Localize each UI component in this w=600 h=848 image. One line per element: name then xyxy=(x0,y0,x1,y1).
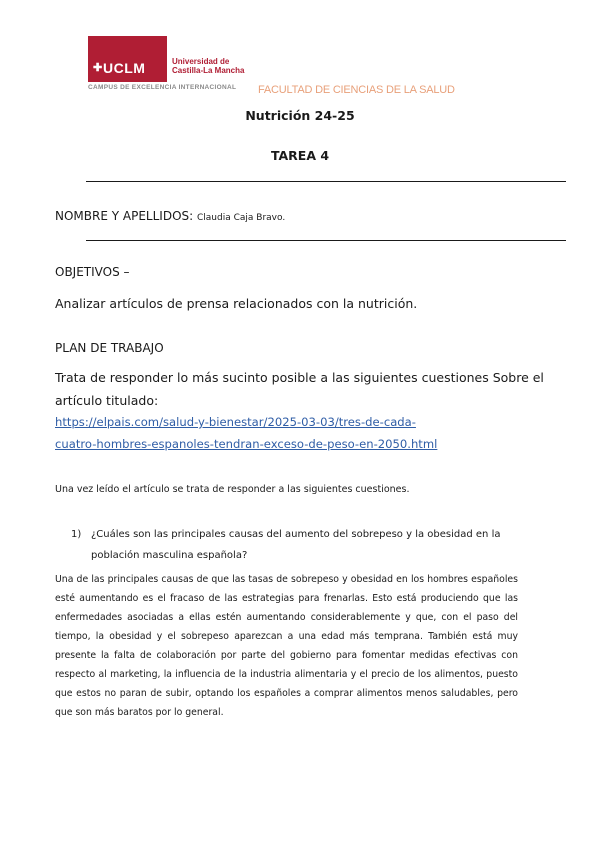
article-link-line-2[interactable]: cuatro-hombres-espanoles-tendran-exceso-de-peso-en-2050.html xyxy=(55,437,438,451)
university-name xyxy=(172,57,244,75)
answer-paragraph: Una de las principales causas de que las tasas de sobrepeso y obesidad en los hombres españoles esté aumentando es el fracaso de las estrategias para frenarlas. Esto está produciendo que las enfermedades asociadas a ellas estén aumentando considerablemente y que, con el paso del tiempo, la obesidad y el sobrepeso aparezcan a una edad más temprana. También está muy presente la falta de colaboración por parte del gobierno para fomentar medidas efectivas con respecto al marketing, la influencia de la industria alimentaria y el precio de los alimentos, puesto que estos no paran de subir, optando los españoles a comprar alimentos menos saludables, pero que son más baratos por lo general. xyxy=(55,574,518,718)
question-line-2: población masculina española? xyxy=(91,550,248,561)
task-title: TAREA 4 xyxy=(270,148,330,163)
faculty-name: FACULTAD DE CIENCIAS DE LA SALUD xyxy=(258,84,455,96)
name-label: NOMBRE Y APELLIDOS: xyxy=(55,209,194,223)
question-number: 1) xyxy=(71,529,82,540)
logo-mark-icon: ✚ xyxy=(93,62,103,74)
logo-text: UCLM xyxy=(103,60,146,76)
objectives-heading: OBJETIVOS – xyxy=(55,265,130,279)
plan-text-line-1: Trata de responder lo más sucinto posible a las siguientes cuestiones Sobre el xyxy=(55,370,544,385)
name-value: Claudia Caja Bravo. xyxy=(197,213,286,223)
university-line-1: Universidad de xyxy=(172,57,230,66)
plan-heading: PLAN DE TRABAJO xyxy=(55,341,164,355)
divider-bottom xyxy=(86,240,566,241)
question-line-1: ¿Cuáles son las principales causas del aumento del sobrepeso y la obesidad en la xyxy=(91,529,501,540)
course-title: Nutrición 24-25 xyxy=(245,108,355,123)
name-row xyxy=(55,209,285,223)
uclm-logo xyxy=(88,36,167,82)
campus-label: CAMPUS DE EXCELENCIA INTERNACIONAL xyxy=(88,84,237,91)
article-link-line-1[interactable]: https://elpais.com/salud-y-bienestar/2025-03-03/tres-de-cada- xyxy=(55,415,416,429)
divider-top xyxy=(86,181,566,182)
plan-text-line-2: artículo titulado: xyxy=(55,393,159,408)
intro-text: Una vez leído el artículo se trata de responder a las siguientes cuestiones. xyxy=(55,484,410,495)
university-line-2: Castilla-La Mancha xyxy=(172,66,245,75)
objectives-text: Analizar artículos de prensa relacionados con la nutrición. xyxy=(55,296,418,311)
